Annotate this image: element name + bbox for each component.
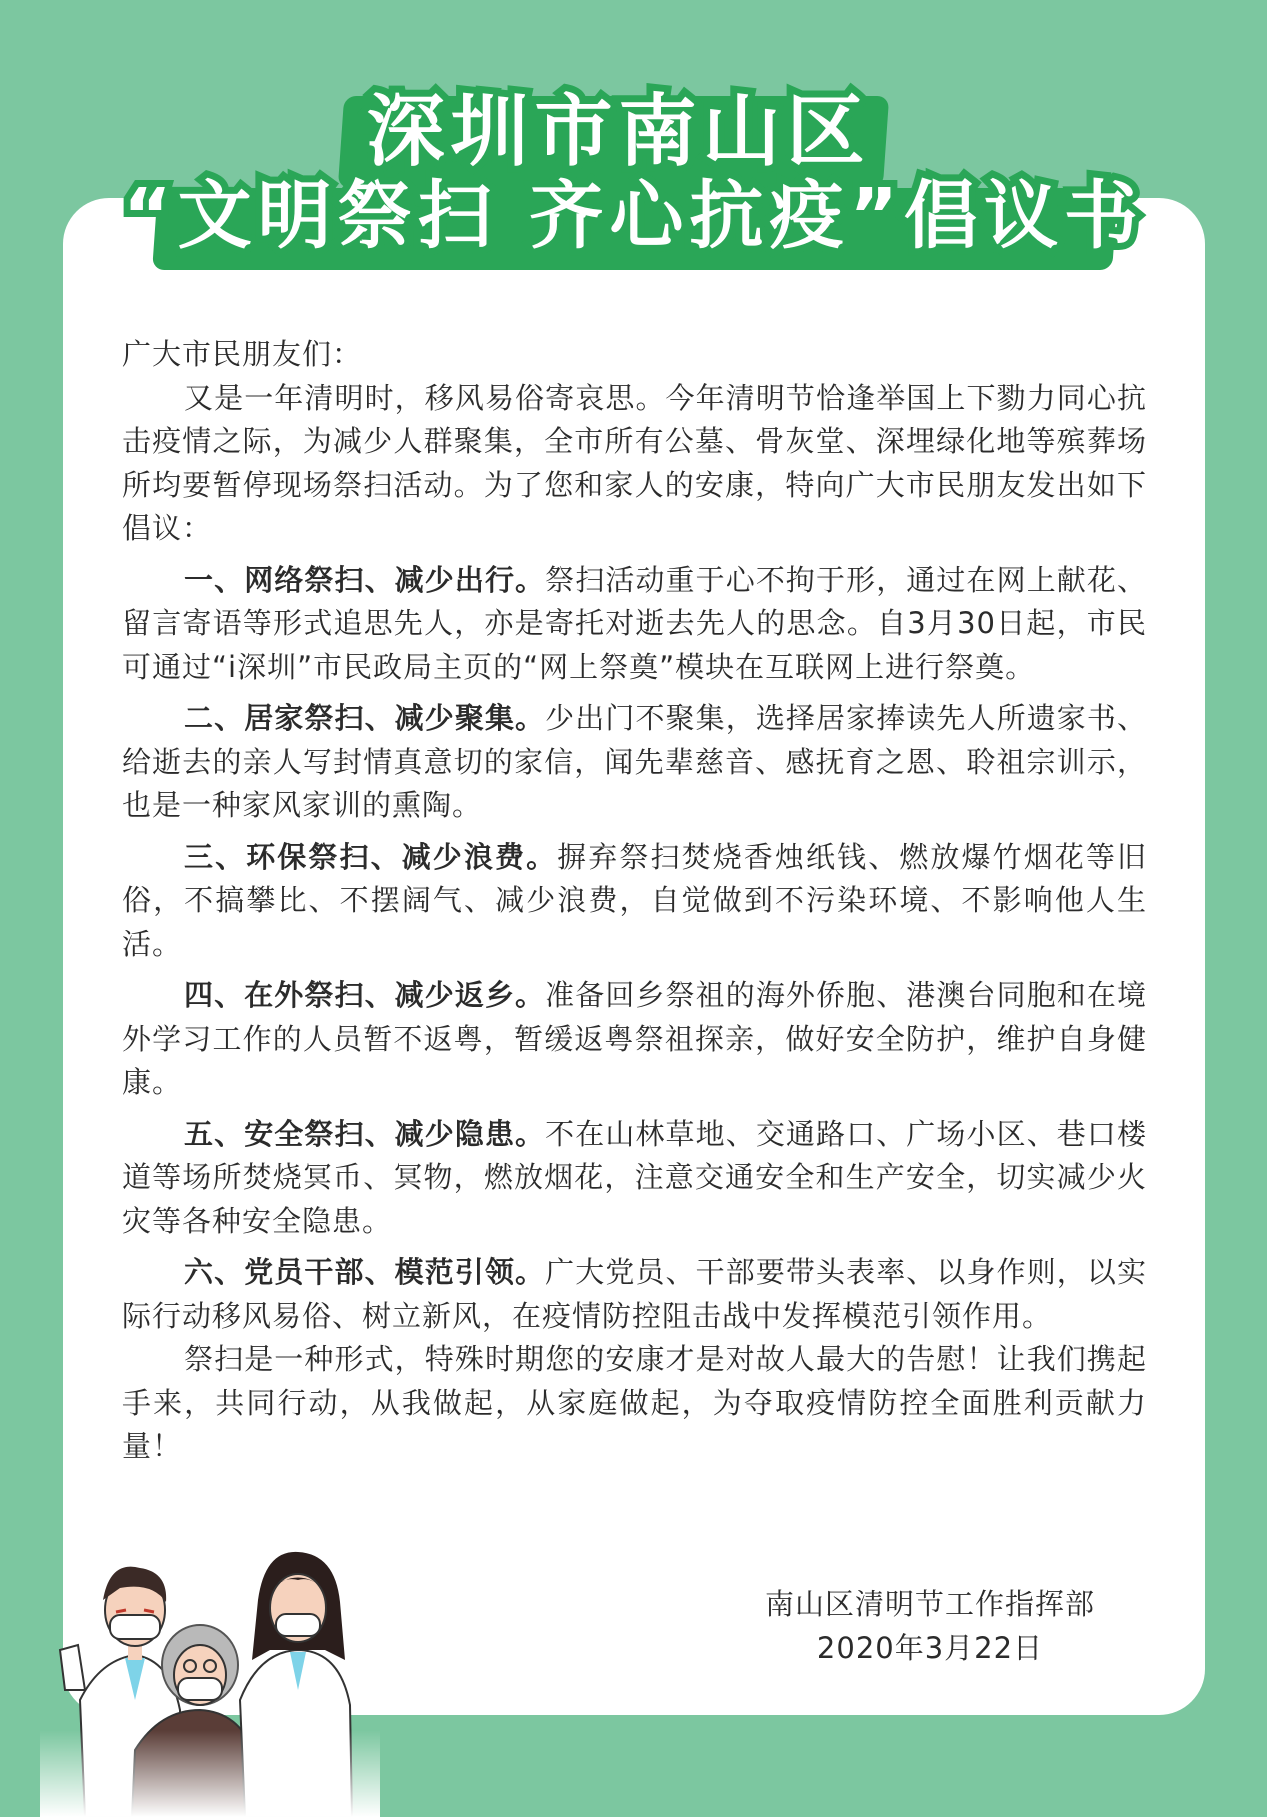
proposal-body: 摒弃祭扫焚烧香烛纸钱、燃放爆竹烟花等旧俗，不搞攀比、不摆阔气、减少浪费，自觉做到不污染环境、不影响他人生活。 bbox=[122, 839, 1147, 961]
proposal-heading: 三、环保祭扫、减少浪费。 bbox=[184, 839, 558, 874]
proposal-item-4 bbox=[122, 974, 1147, 1105]
proposal-body: 广大党员、干部要带头表率、以身作则，以实际行动移风易俗、树立新风，在疫情防控阻击战中发挥模范引领作用。 bbox=[122, 1255, 1147, 1333]
proposal-body: 祭扫活动重于心不拘于形，通过在网上献花、留言寄语等形式追思先人，亦是寄托对逝去先人的思念。自3月30日起，市民可通过“i深圳”市民政局主页的“网上祭奠”模块在互联网上进行祭奠。 bbox=[122, 562, 1147, 684]
proposal-body: 少出门不聚集，选择居家捧读先人所遗家书、给逝去的亲人写封情真意切的家信，闻先辈慈音、感抚育之恩、聆祖宗训示，也是一种家风家训的熏陶。 bbox=[122, 701, 1147, 822]
proposal-item-3 bbox=[122, 836, 1147, 967]
letter-body bbox=[122, 333, 1147, 1469]
page-title bbox=[0, 87, 1267, 259]
proposal-body: 准备回乡祭祖的海外侨胞、港澳台同胞和在境外学习工作的人员暂不返粤，暂缓返粤祭祖探亲，做好安全防护，维护自身健康。 bbox=[122, 978, 1147, 1099]
proposal-heading: 五、安全祭扫、减少隐患。 bbox=[184, 1116, 546, 1151]
proposal-body: 不在山林草地、交通路口、广场小区、巷口楼道等场所焚烧冥币、冥物，燃放烟花，注意交通安全和生产安全，切实减少火灾等各种安全隐患。 bbox=[122, 1116, 1147, 1238]
medical-staff-illustration bbox=[40, 1540, 380, 1817]
proposal-item-6 bbox=[122, 1251, 1147, 1338]
greeting: 广大市民朋友们： bbox=[122, 337, 363, 371]
signature-date: 2020年3月22日 bbox=[816, 1631, 1044, 1665]
proposal-heading: 一、网络祭扫、减少出行。 bbox=[184, 562, 546, 597]
signature-org: 南山区清明节工作指挥部 bbox=[764, 1587, 1095, 1621]
proposal-heading: 二、居家祭扫、减少聚集。 bbox=[184, 701, 546, 735]
closing-paragraph: 祭扫是一种形式，特殊时期您的安康才是对故人最大的告慰！让我们携起手来，共同行动，从我做起，从家庭做起，为夺取疫情防控全面胜利贡献力量！ bbox=[122, 1342, 1147, 1463]
intro-paragraph: 又是一年清明时，移风易俗寄哀思。今年清明节恰逢举国上下勠力同心抗击疫情之际，为减少人群聚集，全市所有公墓、骨灰堂、深埋绿化地等殡葬场所均要暂停现场祭扫活动。为了您和家人的安康，特向广大市民朋友发出如下倡议： bbox=[122, 380, 1147, 545]
proposal-heading: 六、党员干部、模范引领。 bbox=[184, 1255, 546, 1289]
proposal-item-2 bbox=[122, 697, 1147, 828]
title-line-2: “文明祭扫 齐心抗疫”倡议书 bbox=[122, 172, 1145, 259]
signature-block bbox=[720, 1582, 1140, 1670]
proposal-item-1 bbox=[122, 559, 1147, 690]
proposal-item-5 bbox=[122, 1113, 1147, 1244]
title-line-1: 深圳市南山区 bbox=[366, 87, 871, 177]
proposal-heading: 四、在外祭扫、减少返乡。 bbox=[184, 978, 546, 1012]
